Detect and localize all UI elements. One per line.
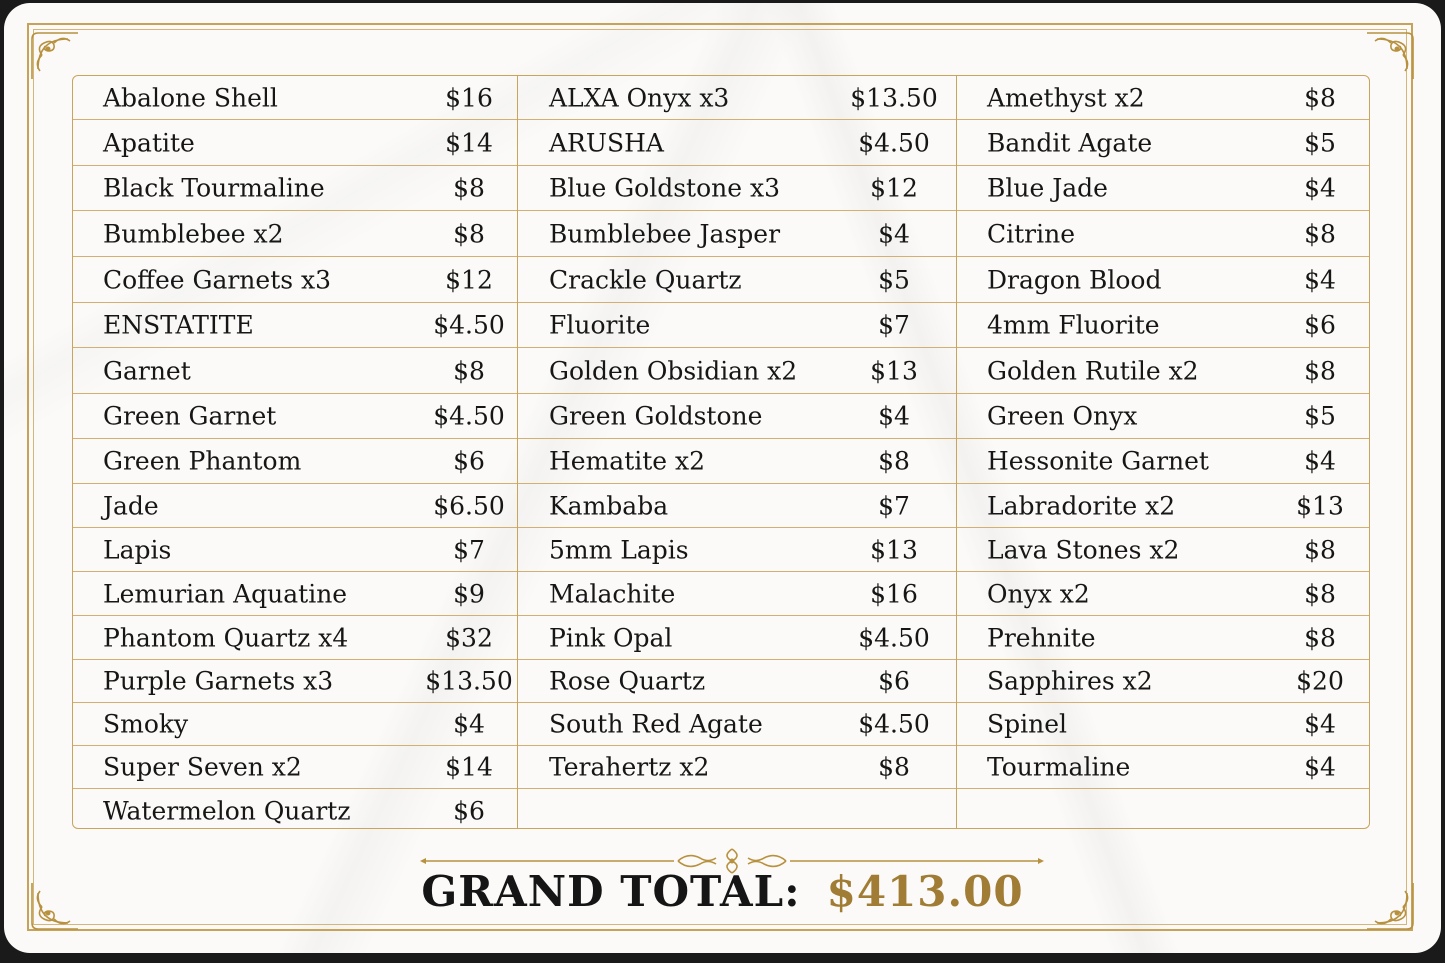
item-name: Purple Garnets x3	[103, 666, 334, 696]
item-name: Super Seven x2	[103, 752, 302, 782]
price-row	[73, 660, 517, 703]
item-name: Smoky	[103, 709, 189, 739]
item-name: Rose Quartz	[549, 666, 706, 696]
price-row	[957, 703, 1369, 746]
item-price: $8	[878, 752, 910, 782]
item-name: Tourmaline	[987, 752, 1131, 782]
price-row	[518, 394, 956, 439]
price-row	[73, 303, 517, 348]
item-price: $7	[453, 535, 485, 564]
price-row	[73, 394, 517, 439]
empty-row	[957, 789, 1369, 829]
price-row	[957, 439, 1369, 484]
price-row	[73, 76, 517, 120]
item-name: Terahertz x2	[549, 752, 710, 782]
price-row	[518, 746, 956, 789]
item-name: Blue Jade	[987, 173, 1108, 203]
price-row	[73, 484, 517, 528]
price-row	[518, 616, 956, 660]
item-price: $12	[870, 173, 918, 203]
item-name: Bandit Agate	[987, 128, 1153, 157]
item-price: $7	[878, 310, 910, 340]
price-row	[518, 439, 956, 484]
price-row	[957, 660, 1369, 703]
price-row	[957, 257, 1369, 303]
price-row	[518, 166, 956, 211]
item-name: Fluorite	[549, 310, 651, 340]
price-row	[73, 789, 517, 829]
item-price: $4	[453, 709, 485, 739]
price-row	[957, 303, 1369, 348]
item-name: Sapphires x2	[987, 666, 1153, 696]
item-name: Coffee Garnets x3	[103, 265, 332, 294]
item-name: Lemurian Aquatine	[103, 579, 348, 608]
item-name: Bumblebee Jasper	[549, 219, 781, 248]
item-name: Spinel	[987, 709, 1068, 739]
price-column-1	[73, 76, 517, 828]
price-row	[957, 394, 1369, 439]
item-price: $14	[445, 128, 493, 157]
item-name: Watermelon Quartz	[103, 796, 351, 825]
price-row	[518, 572, 956, 616]
item-price: $7	[878, 491, 910, 520]
item-name: Garnet	[103, 356, 191, 385]
item-price: $4.50	[858, 709, 930, 739]
price-row	[73, 439, 517, 484]
price-row	[957, 348, 1369, 394]
price-table	[72, 75, 1370, 829]
item-name: Black Tourmaline	[103, 173, 325, 203]
item-price: $6	[1304, 310, 1336, 340]
price-row	[957, 211, 1369, 257]
price-list-card	[4, 3, 1441, 953]
item-name: Hematite x2	[549, 446, 706, 476]
item-price: $16	[870, 579, 918, 608]
item-price: $6	[878, 666, 910, 696]
item-price: $4	[1304, 446, 1336, 476]
item-name: 5mm Lapis	[549, 535, 689, 564]
item-price: $5	[1304, 401, 1336, 431]
item-name: Lapis	[103, 535, 172, 564]
item-name: Pink Opal	[549, 623, 673, 652]
item-name: Kambaba	[549, 491, 669, 520]
item-price: $8	[453, 219, 485, 248]
price-row	[73, 572, 517, 616]
item-price: $5	[1304, 128, 1336, 157]
item-price: $13.50	[425, 666, 513, 696]
item-price: $4.50	[433, 401, 505, 431]
item-name: Jade	[103, 491, 159, 520]
price-row	[73, 528, 517, 572]
price-column-2	[517, 76, 956, 828]
item-name: Prehnite	[987, 623, 1096, 652]
price-row	[73, 703, 517, 746]
price-row	[518, 257, 956, 303]
item-price: $13	[1296, 491, 1344, 520]
price-row	[518, 660, 956, 703]
item-price: $4.50	[433, 310, 505, 340]
item-name: ALXA Onyx x3	[549, 83, 730, 112]
item-name: Golden Obsidian x2	[549, 356, 798, 385]
item-price: $4	[878, 219, 910, 248]
item-name: Citrine	[987, 219, 1076, 248]
price-row	[518, 211, 956, 257]
item-price: $8	[1304, 623, 1336, 652]
price-row	[957, 572, 1369, 616]
price-row	[73, 166, 517, 211]
item-name: Abalone Shell	[103, 83, 278, 112]
item-price: $4	[1304, 709, 1336, 739]
item-name: Green Phantom	[103, 446, 302, 476]
item-name: Bumblebee x2	[103, 219, 284, 248]
item-name: Green Garnet	[103, 401, 277, 431]
item-name: South Red Agate	[549, 709, 763, 739]
grand-total-amount: $413.00	[826, 867, 1024, 916]
item-name: Amethyst x2	[987, 83, 1145, 112]
item-price: $14	[445, 752, 493, 782]
item-price: $8	[1304, 535, 1336, 564]
item-price: $4.50	[858, 128, 930, 157]
item-price: $8	[1304, 356, 1336, 385]
item-name: ENSTATITE	[103, 310, 254, 340]
item-price: $8	[453, 356, 485, 385]
item-name: Labradorite x2	[987, 491, 1176, 520]
item-price: $13	[870, 356, 918, 385]
item-price: $8	[453, 173, 485, 203]
item-name: Green Onyx	[987, 401, 1138, 431]
item-price: $6	[453, 446, 485, 476]
item-name: ARUSHA	[549, 128, 664, 157]
item-price: $6.50	[433, 491, 505, 520]
item-price: $4	[1304, 173, 1336, 203]
price-row	[957, 120, 1369, 166]
item-price: $8	[1304, 83, 1336, 112]
item-name: Green Goldstone	[549, 401, 763, 431]
item-price: $9	[453, 579, 485, 608]
item-price: $8	[878, 446, 910, 476]
price-row	[957, 746, 1369, 789]
price-column-3	[956, 76, 1369, 828]
item-name: 4mm Fluorite	[987, 310, 1160, 340]
item-name: Crackle Quartz	[549, 265, 742, 294]
item-name: Dragon Blood	[987, 265, 1162, 294]
item-name: Malachite	[549, 579, 676, 608]
item-price: $5	[878, 265, 910, 294]
item-price: $13.50	[850, 83, 938, 112]
price-row	[73, 257, 517, 303]
price-row	[518, 348, 956, 394]
price-row	[957, 76, 1369, 120]
item-name: Onyx x2	[987, 579, 1090, 608]
item-price: $8	[1304, 579, 1336, 608]
corner-flourish-icon	[1363, 29, 1417, 83]
price-row	[518, 76, 956, 120]
price-row	[518, 120, 956, 166]
item-price: $4.50	[858, 623, 930, 652]
price-row	[73, 616, 517, 660]
price-row	[957, 166, 1369, 211]
price-row	[73, 211, 517, 257]
price-row	[957, 484, 1369, 528]
item-price: $20	[1296, 666, 1344, 696]
item-price: $13	[870, 535, 918, 564]
price-row	[518, 703, 956, 746]
item-price: $32	[445, 623, 493, 652]
price-row	[73, 348, 517, 394]
item-name: Golden Rutile x2	[987, 356, 1199, 385]
price-row	[518, 528, 956, 572]
empty-row	[518, 789, 956, 829]
price-row	[957, 616, 1369, 660]
item-name: Blue Goldstone x3	[549, 173, 781, 203]
item-name: Lava Stones x2	[987, 535, 1180, 564]
item-price: $4	[1304, 265, 1336, 294]
item-price: $8	[1304, 219, 1336, 248]
item-name: Phantom Quartz x4	[103, 623, 349, 652]
grand-total	[4, 867, 1441, 916]
item-price: $4	[1304, 752, 1336, 782]
item-price: $6	[453, 796, 485, 825]
price-row	[518, 303, 956, 348]
item-name: Apatite	[103, 128, 195, 157]
price-row	[73, 746, 517, 789]
grand-total-label: GRAND TOTAL:	[421, 867, 801, 916]
item-price: $4	[878, 401, 910, 431]
item-price: $16	[445, 83, 493, 112]
item-name: Hessonite Garnet	[987, 446, 1209, 476]
price-row	[957, 528, 1369, 572]
price-row	[73, 120, 517, 166]
item-price: $12	[445, 265, 493, 294]
price-row	[518, 484, 956, 528]
